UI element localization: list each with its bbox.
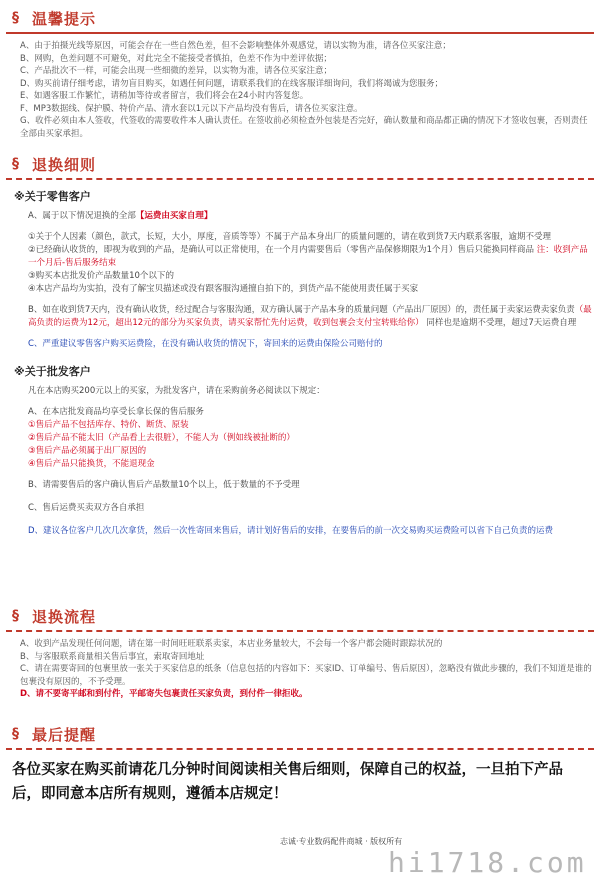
retail-item: ④本店产品均为实拍，没有了解宝贝描述或没有跟客服沟通擅自拍下的，到货产品不能使用责任属于买家 [28, 284, 419, 294]
return-process-title: 退换流程 [32, 607, 97, 626]
retail-b-red: （最高负责的运费为12元，超出12元的部分为买家负责，请买家帮忙先付运费，收到包裹会支付宝转账给你） [28, 305, 592, 328]
retail-heading: ※关于零售客户 [14, 190, 91, 203]
watermark: hi1718.com [388, 846, 587, 879]
retail-item: ①关于个人因素（颜色，款式，长短，大小，厚度，音质等等）不属于产品本身出厂的质量问题的，请在收到货7天内联系客服，逾期不受理 [28, 232, 552, 242]
section-divider [6, 32, 594, 34]
notice-item: D、购买前请仔细考虑，请勿盲目购买，如遇任何问题，请联系我们的在线客服详细询问，我们将竭诚为您服务； [20, 78, 444, 89]
section-mark-icon: § [12, 156, 19, 172]
footer-text: 志诚·专业数码配件商城 · 版权所有 [280, 837, 403, 846]
retail-item: ③购买本店批发价产品数量10个以下的 [28, 271, 174, 281]
process-list [20, 638, 594, 701]
retail-b-line [28, 304, 594, 330]
return-rules-header [6, 152, 594, 176]
section-divider [6, 178, 594, 180]
process-step: D、请不要寄平邮和到付件，平邮寄失包裹责任买家负责，到付件一律拒收。 [20, 689, 308, 699]
return-rules-section [6, 152, 594, 538]
section-mark-icon: § [12, 10, 19, 26]
wholesale-item: ②售后产品不能太旧（产品看上去很脏），不能人为（例如线被扯断的） [28, 433, 295, 443]
wholesale-heading: ※关于批发客户 [14, 365, 91, 378]
notice-list [20, 40, 594, 140]
wholesale-item: ①售后产品不包括库存、特价、断货、原装 [28, 420, 189, 430]
wholesale-d-line: D、建议各位客户几次几次拿货，然后一次性寄回来售后，请计划好售后的安排，在要售后的前一次交易购买运费险可以省下自己负责的运费 [28, 526, 554, 536]
section-mark-icon: § [12, 726, 19, 742]
process-step: A、收到产品发现任何问题，请在第一时间旺旺联系卖家，本店业务量较大，不会每一个客户都会随时跟踪状况的 [20, 639, 443, 649]
final-reminder-text: 各位买家在购买前请花几分钟时间阅读相关售后细则，保障自己的权益，一旦拍下产品后，即同意本店所有规则，遵循本店规定！ [12, 762, 563, 802]
retail-b-text: B、如在收到货7天内，没有确认收货，经过配合与客服沟通，双方确认属于产品本身的质量问题（产品出厂原因）的，责任属于卖家运费卖家负责 [28, 305, 575, 315]
shipping-tag: 【运费由买家自理】 [135, 211, 213, 221]
return-rules-title: 退换细则 [32, 155, 97, 174]
wholesale-b-line: B、请需要售后的客户确认售后产品数量10个以上，低于数量的不予受理 [28, 480, 300, 490]
retail-a-line [28, 210, 594, 223]
section-mark-icon: § [12, 608, 19, 624]
final-reminder-title: 最后提醒 [32, 725, 97, 744]
process-step: B、与客服联系商量相关售后事宜，索取寄回地址 [20, 651, 205, 662]
retail-c-line: C、严重建议零售客户购买运费险，在没有确认收货的情况下，寄回来的运费由保险公司赔付的 [28, 339, 383, 349]
return-process-header [6, 604, 594, 628]
wholesale-a-line: A、在本店批发商品均享受长拿长保的售后服务 [28, 407, 204, 417]
return-process-section [6, 604, 594, 701]
notice-item: B、网购，色差问题不可避免，对此完全不能接受者慎拍，色差不作为中差评依据； [20, 53, 332, 64]
notice-section [6, 6, 594, 140]
notice-item: C、产品批次不一样，可能会出现一些细微的差异，以实物为准，请各位买家注意； [20, 66, 332, 76]
notice-item: G、收件必须由本人签收，代签收的需要收件本人确认责任。在签收前必须检查外包装是否完好，确认数量和商品都正确的情况下才签收包裹，否则责任全部由买家承担。 [20, 116, 588, 139]
final-reminder-section [6, 722, 594, 750]
notice-item: E、如遇客服工作繁忙，请稍加等待或者留言，我们将会在24小时内答复您。 [20, 91, 309, 101]
notice-item: A、由于拍摄光线等原因，可能会存在一些自然色差，但不会影响整体外观感觉，请以实物为准，请各位买家注意； [20, 41, 451, 51]
retail-a-intro: A、属于以下情况退换的全部 [28, 211, 136, 221]
notice-title: 温馨提示 [32, 9, 97, 28]
wholesale-item: ④售后产品只能换货，不能退现金 [28, 459, 155, 469]
wholesale-item: ③售后产品必须属于出厂原因的 [28, 446, 147, 456]
wholesale-c-line: C、售后运费买卖双方各自承担 [28, 503, 145, 513]
notice-header [6, 6, 594, 30]
retail-item-text: ②已经确认收货的，即视为收到的产品，是确认可以正常使用，在一个月内需要售后（零售产品保修期限为1个月）售后只能换同样商品 [28, 245, 535, 255]
wholesale-intro: 凡在本店购买200元以上的买家，为批发客户，请在采购前务必阅读以下规定： [28, 386, 325, 396]
final-reminder-header [6, 722, 594, 746]
section-divider [6, 630, 594, 632]
section-divider [6, 748, 594, 750]
retail-b-tail: 同样也是逾期不受理，超过7天运费自理 [426, 318, 577, 328]
retail-item [28, 244, 594, 270]
retail-item-note: 注：收到产品一个月后-售后服务结束 [28, 245, 588, 268]
notice-item: F、MP3数据线、保护膜、特价产品、清水套以1元以下产品均没有售后，请各位买家注意。 [20, 103, 363, 114]
process-step: C、请在需要寄回的包裹里放一张关于买家信息的纸条（信息包括的内容如下：买家ID、订单编号、售后原因），忽略没有做此步骤的，我们不知道是谁的包裹没有原因的，不予受理。 [20, 664, 592, 687]
